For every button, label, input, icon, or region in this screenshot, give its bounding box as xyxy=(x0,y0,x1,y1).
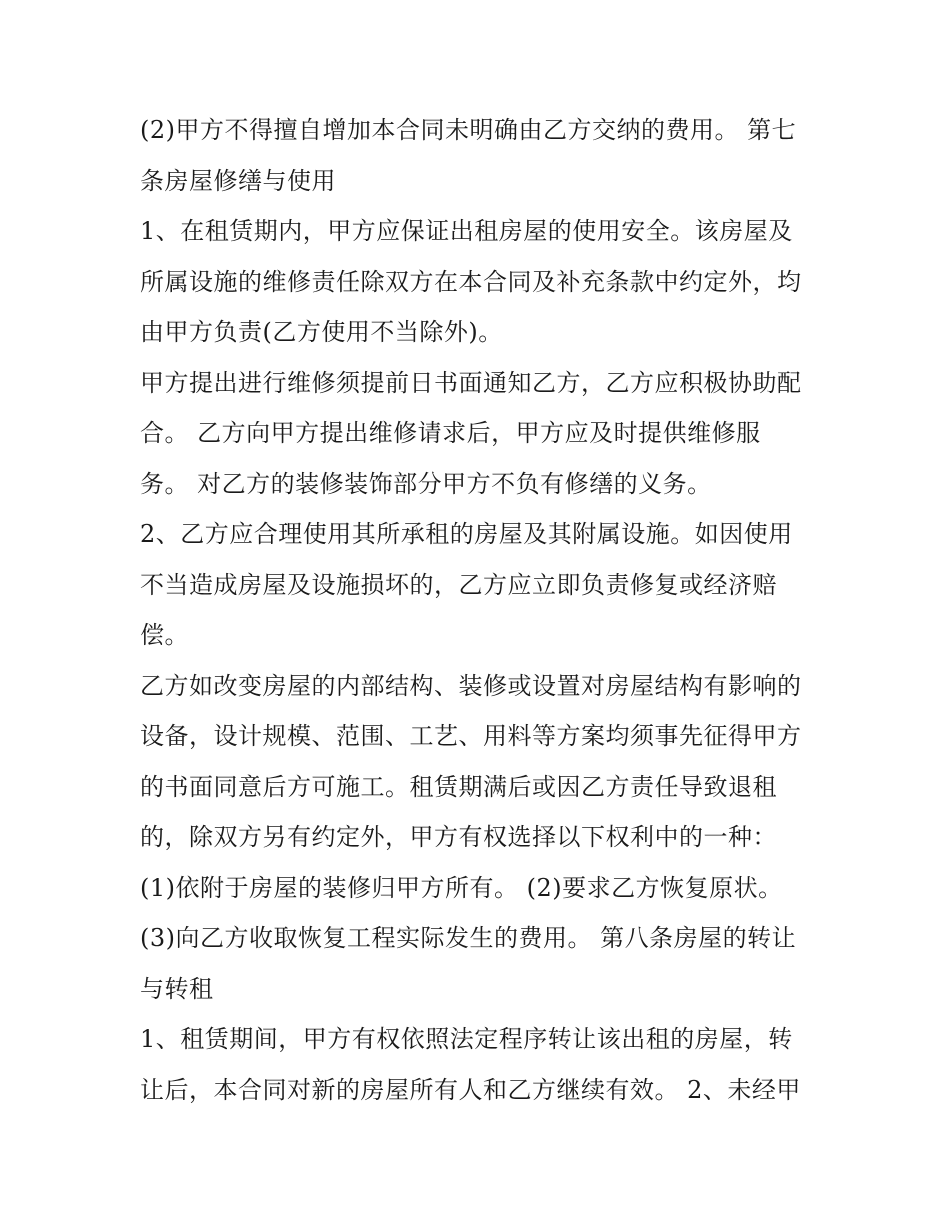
text-line-10: 不当造成房屋及设施损坏的，乙方应立即负责修复或经济赔 xyxy=(140,571,777,599)
text-line-16: (1)依附于房屋的装修归甲方所有。 (2)要求乙方恢复原状。 xyxy=(140,874,783,902)
text-line-13: 设备，设计规模、范围、工艺、用料等方案均须事先征得甲方 xyxy=(140,722,802,750)
text-line-15: 的，除双方另有约定外，甲方有权选择以下权利中的一种： xyxy=(140,823,777,851)
text-line-11: 偿。 xyxy=(140,621,189,649)
text-line-14: 的书面同意后方可施工。租赁期满后或因乙方责任导致退租 xyxy=(140,773,777,801)
text-line-17: (3)向乙方收取恢复工程实际发生的费用。 第八条房屋的转让 xyxy=(140,924,797,952)
text-line-20: 让后，本合同对新的房屋所有人和乙方继续有效。 2、未经甲 xyxy=(140,1076,801,1104)
text-line-2: 条房屋修缮与使用 xyxy=(140,167,336,195)
text-line-3: 1、在租赁期内，甲方应保证出租房屋的使用安全。该房屋及 xyxy=(140,217,793,245)
text-line-18: 与转租 xyxy=(140,975,214,1003)
text-line-19: 1、租赁期间，甲方有权依照法定程序转让该出租的房屋，转 xyxy=(140,1025,793,1053)
text-line-1: (2)甲方不得擅自增加本合同未明确由乙方交纳的费用。 第七 xyxy=(140,116,797,144)
text-line-6: 甲方提出进行维修须提前日书面通知乙方，乙方应积极协助配 xyxy=(140,369,802,397)
text-line-5: 由甲方负责(乙方使用不当除外)。 xyxy=(140,318,503,346)
text-line-4: 所属设施的维修责任除双方在本合同及补充条款中约定外，均 xyxy=(140,268,802,296)
text-line-7: 合。 乙方向甲方提出维修请求后，甲方应及时提供维修服 xyxy=(140,419,761,447)
text-line-9: 2、乙方应合理使用其所承租的房屋及其附属设施。如因使用 xyxy=(140,520,793,548)
text-line-8: 务。 对乙方的装修装饰部分甲方不负有修缮的义务。 xyxy=(140,470,712,498)
text-line-12: 乙方如改变房屋的内部结构、装修或设置对房屋结构有影响的 xyxy=(140,672,802,700)
